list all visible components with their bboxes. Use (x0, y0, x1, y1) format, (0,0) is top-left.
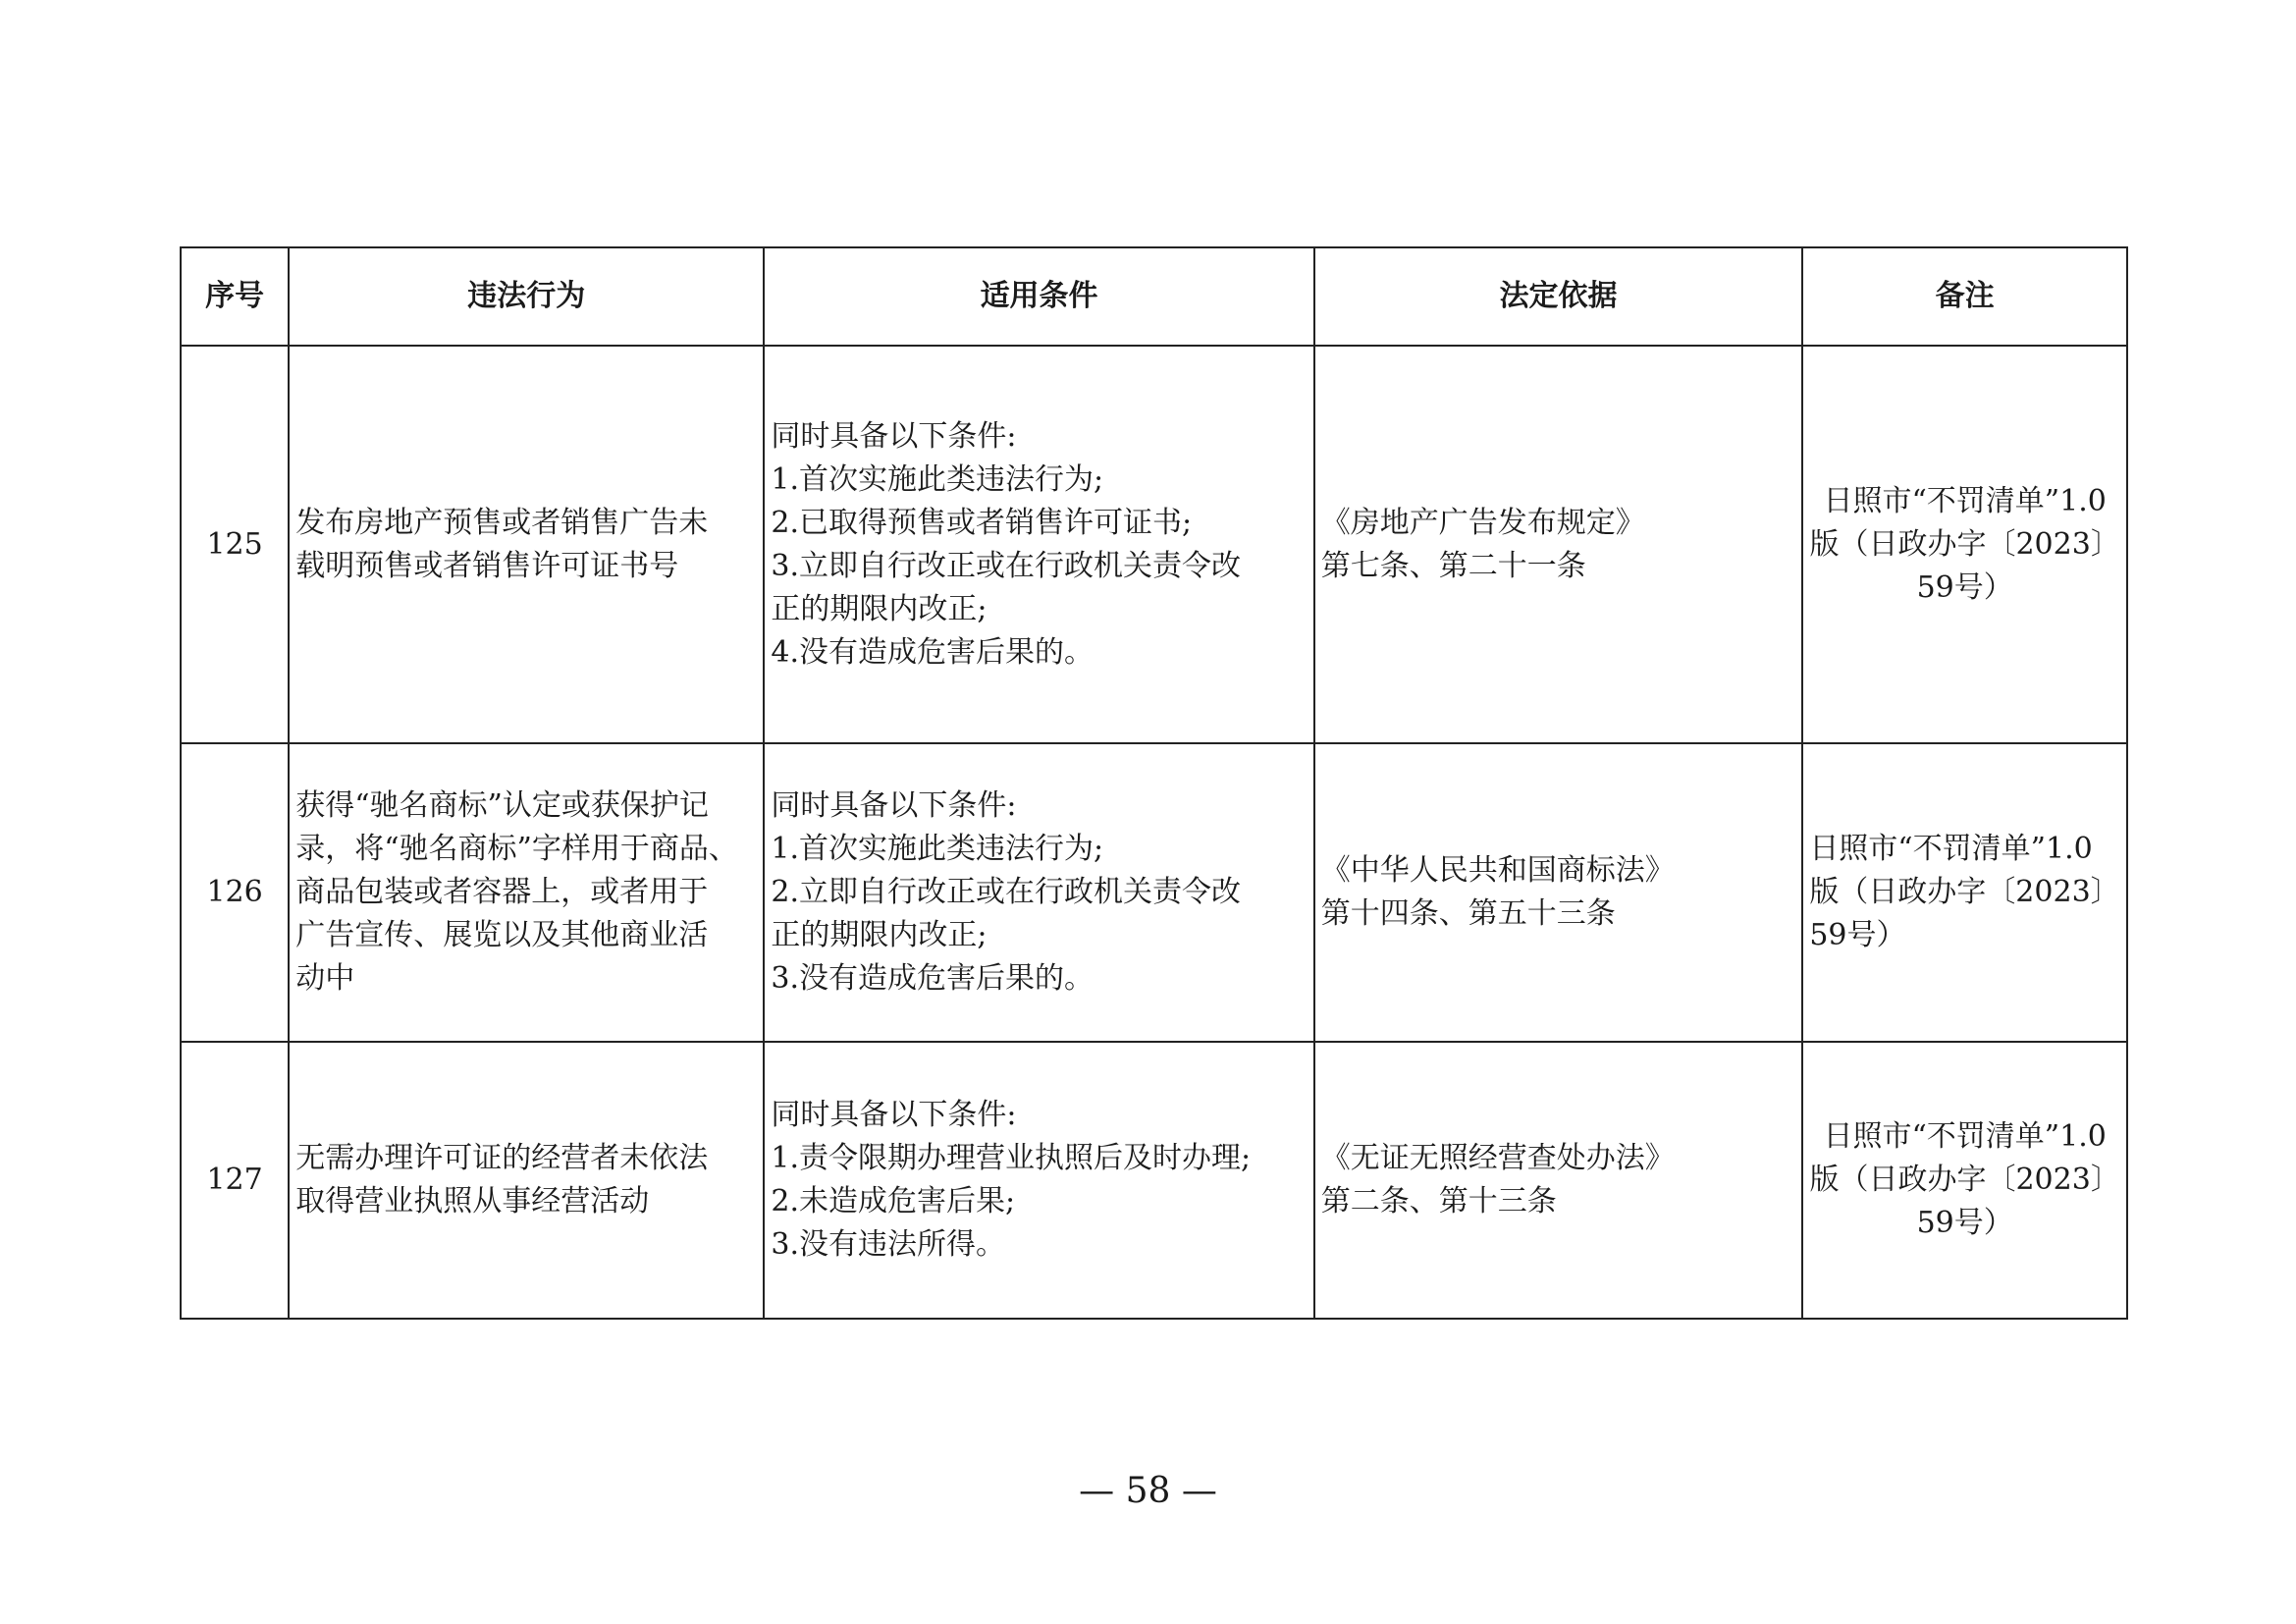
condition-line: 3.没有违法所得。 (771, 1227, 1005, 1262)
legal-basis-line: 《房地产广告发布规定》 (1320, 505, 1645, 540)
condition-line: 同时具备以下条件: (771, 788, 1017, 823)
table-row (181, 346, 2127, 743)
condition-line: 1.首次实施此类违法行为; (771, 832, 1104, 866)
seq-cell: 126 (181, 743, 289, 1042)
condition-line: 1.首次实施此类违法行为; (771, 461, 1104, 497)
note-cell (1802, 743, 2127, 1042)
violation-line: 动中 (295, 961, 355, 996)
condition-line: 2.立即自行改正或在行政机关责令改 (771, 875, 1241, 909)
legal-basis-line: 《中华人民共和国商标法》 (1320, 853, 1675, 888)
violation-line: 获得“驰名商标”认定或获保护记 (295, 788, 709, 823)
condition-line: 2.未造成危害后果; (771, 1184, 1016, 1218)
violation-line: 无需办理许可证的经营者未依法 (295, 1141, 709, 1175)
violation-cell (289, 1042, 764, 1319)
table-row (181, 1042, 2127, 1319)
note-line: 版（日政办字〔2023〕 (1809, 875, 2120, 909)
legal-basis-line: 第七条、第二十一条 (1320, 548, 1586, 583)
legal-basis-line: 第十四条、第五十三条 (1320, 896, 1616, 931)
header-basis: 法定依据 (1314, 247, 1803, 346)
violation-cell (289, 346, 764, 743)
violation-line: 发布房地产预售或者销售广告未 (295, 505, 709, 540)
seq-cell: 125 (181, 346, 289, 743)
violation-cell (289, 743, 764, 1042)
violation-line: 取得营业执照从事经营活动 (295, 1184, 650, 1218)
note-line: 日照市“不罚清单”1.0 (1823, 483, 2107, 518)
legal-basis-line: 《无证无照经营查处办法》 (1320, 1141, 1675, 1175)
seq-cell: 127 (181, 1042, 289, 1319)
condition-cell (764, 1042, 1313, 1319)
table-row (181, 743, 2127, 1042)
condition-line: 同时具备以下条件: (771, 1098, 1017, 1132)
note-line: 版（日政办字〔2023〕 (1809, 1163, 2120, 1197)
legal-basis-line: 第二条、第十三条 (1320, 1184, 1557, 1218)
penalty-exemption-table (180, 246, 2128, 1320)
note-line: 59号） (1916, 569, 2013, 605)
header-act: 违法行为 (289, 247, 764, 346)
table-header-row (181, 247, 2127, 346)
note-line: 日照市“不罚清单”1.0 (1823, 1119, 2107, 1154)
violation-line: 商品包装或者容器上，或者用于 (295, 875, 709, 909)
note-line: 59号） (1809, 918, 1906, 952)
condition-line: 同时具备以下条件: (771, 418, 1017, 454)
header-seq: 序号 (181, 247, 289, 346)
violation-line: 载明预售或者销售许可证书号 (295, 548, 679, 583)
note-line: 版（日政办字〔2023〕 (1809, 526, 2120, 562)
condition-cell (764, 743, 1313, 1042)
condition-line: 正的期限内改正; (771, 591, 988, 626)
note-line: 59号） (1916, 1206, 2013, 1240)
header-note: 备注 (1802, 247, 2127, 346)
legal-basis-cell (1314, 1042, 1803, 1319)
violation-line: 录，将“驰名商标”字样用于商品、 (295, 832, 738, 866)
condition-line: 正的期限内改正; (771, 918, 988, 952)
legal-basis-cell (1314, 346, 1803, 743)
note-cell (1802, 1042, 2127, 1319)
condition-cell (764, 346, 1313, 743)
condition-line: 3.立即自行改正或在行政机关责令改 (771, 548, 1241, 583)
page-number: — 58 — (1079, 1471, 1217, 1511)
condition-line: 4.没有造成危害后果的。 (771, 634, 1094, 670)
legal-basis-cell (1314, 743, 1803, 1042)
condition-line: 1.责令限期办理营业执照后及时办理; (771, 1141, 1252, 1175)
note-cell (1802, 346, 2127, 743)
condition-line: 3.没有造成危害后果的。 (771, 961, 1094, 996)
note-line: 日照市“不罚清单”1.0 (1809, 832, 2093, 866)
condition-line: 2.已取得预售或者销售许可证书; (771, 505, 1193, 540)
header-cond: 适用条件 (764, 247, 1313, 346)
violation-line: 广告宣传、展览以及其他商业活 (295, 918, 709, 952)
